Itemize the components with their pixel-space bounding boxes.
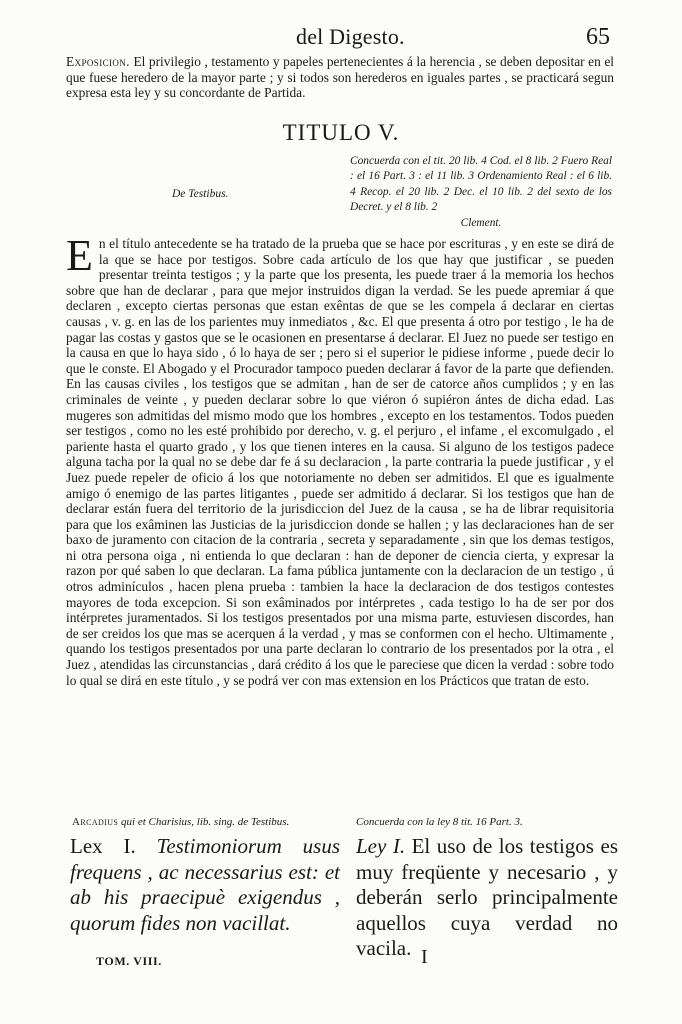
latin-source-text: qui et Charisius, lib. sing. de Testibus. [121, 816, 290, 828]
page-number: 65 [586, 24, 610, 50]
spanish-law-number: Ley I. [356, 834, 406, 858]
concordance-note [350, 154, 612, 231]
title-heading: TITULO V. [282, 120, 400, 145]
concordance-text: Concuerda con el tit. 20 lib. 4 Cod. el 8 lib. 2 Fuero Real : el 16 Part. 3 : el 11 lib. 3 Ordenamiento Real : el 6 lib. 4 Recop. el 20 lib. 2 Dec. el 10 lib. 2 del sexto de los Decret. y el 8 lib. 2 [350, 155, 612, 214]
spanish-source: Concuerda con la ley 8 tit. 16 Part. 3. [356, 816, 523, 828]
exposicion-paragraph [66, 54, 614, 101]
concordance-last: Clement. [460, 216, 502, 229]
spanish-law [356, 834, 618, 962]
volume-label: TOM. VIII. [96, 954, 162, 968]
latin-author: Arcadius [72, 816, 119, 828]
spanish-law-text: El uso de los testigos es muy freqüente y necesario , y deberán serlo principalmente aquellos cuya verdad no vacila. [356, 834, 618, 960]
main-body [66, 231, 614, 688]
running-header [0, 24, 682, 54]
signature-mark: I [421, 946, 428, 968]
exposicion-text: El privilegio , testamento y papeles pertenecientes á la herencia , se deben depositar en el que fuese heredero de la mayor parte ; y si todos son herederos en iguales partes , se practicará segun expresa esta ley y su concordante de Partida. [66, 54, 614, 101]
drop-cap: E [66, 231, 93, 280]
running-title: del Digesto. [296, 24, 405, 49]
exposicion-label: Exposicion. [66, 54, 130, 69]
latin-law [70, 834, 340, 936]
latin-law-text: Testimoniorum usus frequens , ac necessarius est: et ab his praecipuè exigendus , quorum fides non vacillat. [70, 834, 340, 935]
latin-source [72, 816, 289, 828]
latin-law-number: Lex I. [70, 834, 136, 858]
body-paragraph: n el título antecedente se ha tratado de la prueba que se hace por escrituras , y en este se dirá de la que se hace por testigos. Sobre cada artículo de los que hay que justificar , se pueden presentar treinta testigos ; y la parte que los presenta, les puede traer á la memoria los hechos sobre que han de declarar , para que mejor instruidos digan la verdad. Se les puede apremiar á que declaren , excepto ciertas personas que estan exêntas de que se les compela á declarar en ciertas causas , v. g. en las de los parientes muy inmediatos , &c. El que presenta á otro por testigo , le ha de pagar las costas y gastos que se le ocasionen en presentarse á declarar. El Juez no puede ser testigo en la causa en que lo haya sido , ó lo haya de ser ; pero si el superior le pidiese informe , puede decir lo que le conste. El Abogado y el Procurador tampoco pueden declarar á favor de la parte que defienden. En las causas civiles , los testigos que se admitan , han de ser de catorce años cumplidos ; y en las criminales de veinte , y pueden declarar sobre lo que viéron ó supiéron ántes de dicha edad. Las mugeres son admitidas del mismo modo que los hombres , excepto en los testamentos. Todos pueden ser testigos , como no les esté prohibido por derecho, v. g. el perjuro , el infame , el excomulgado , el pariente hasta el quarto grado , y los que tienen interes en la causa. Si alguno de los testigos padece alguna tacha por la qual no se debe dar fe á su declaracion , la parte contraria la puede justificar , y el Juez puede repeler de oficio á los que notoriamente no deben ser admitidos. El que es igualmente amigo ó enemigo de las partes litigantes , puede ser admitido á declarar. Si los testigos que han de declarar están fuera del territorio de la jurisdiccion del Juez de la causa , se ha de librar requisitoria para que los exâminen las Justicias de la jurisdiccion donde se hallen ; y las declaraciones han de ser baxo de juramento con citacion de la contraria , secreta y separadamente , sin que los demas testigos, ni otra persona oiga , ni entienda lo que declaran : han de deponer de ciencia cierta, y expresar la razon por qué saben lo que declaran. La fama pública juntamente con la declaracion de un testigo , ú otros adminículos , hacen plena prueba : tambien la hace la declaracion de dos testigos contestes mayores de toda excepcion. Si son exâminados por intérpretes , cada testigo lo ha de ser por dos intérpretes juramentados. Si los testigos presentados por una misma parte, estuviesen discordes, han de ser creidos los que mas se acerquen á la verdad , y mas se conformen con el hecho. Ultimamente , quando los testigos presentados por una parte declaran lo contrario de los presentados por la otra , el Juez , atendidas las circunstancias , dará crédito á los que le pareciese que dicen la verdad : sobre todo lo qual se dirá en este título , y se podrá ver con mas extension en los Prácticos que tratan de esto. [66, 236, 614, 688]
section-subtitle: De Testibus. [172, 188, 229, 200]
